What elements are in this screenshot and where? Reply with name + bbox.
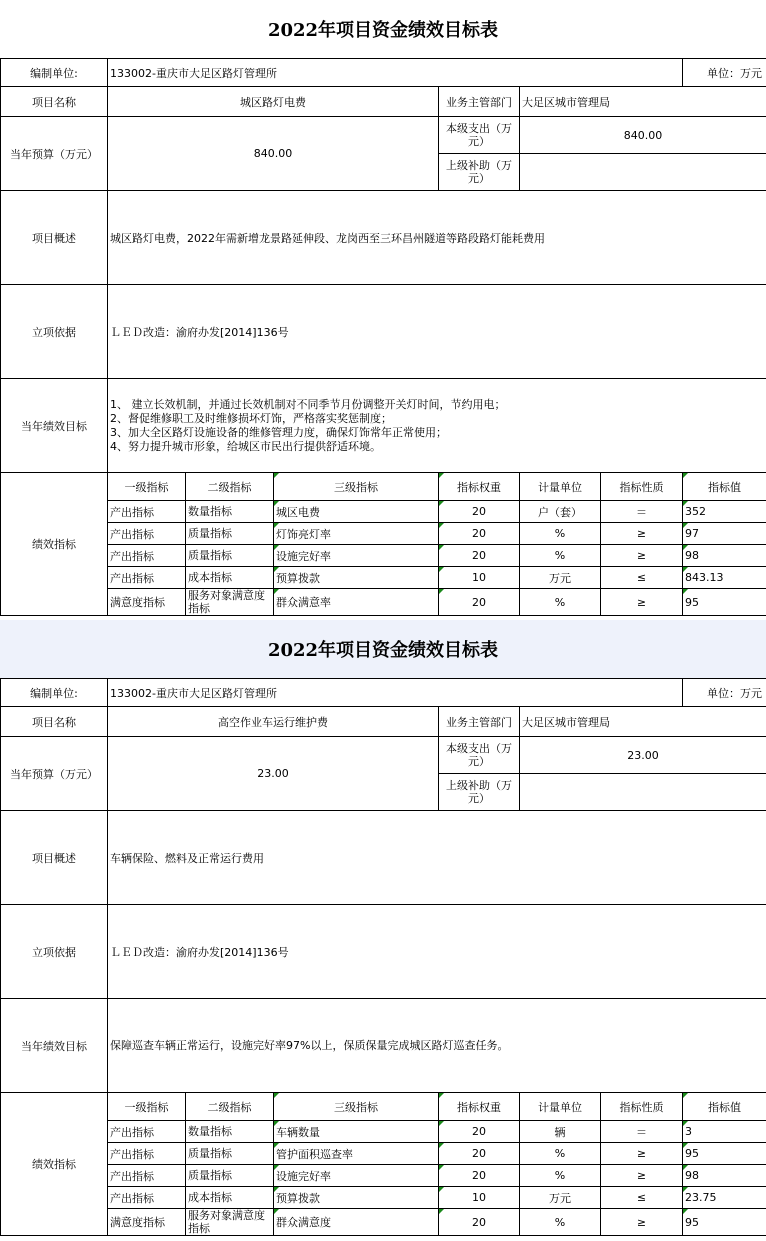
perf-level2: 质量指标 [186, 1165, 274, 1187]
perf-value: 98 [683, 1165, 766, 1187]
perf-level3: 群众满意率 [274, 589, 439, 616]
perf-level2: 质量指标 [186, 1143, 274, 1165]
perf-value: 97 [683, 523, 766, 545]
perf-weight: 20 [439, 501, 520, 523]
perf-nature: ≥ [601, 545, 683, 567]
perf-row [1, 501, 766, 523]
perf-level3: 预算拨款 [274, 567, 439, 589]
perf-value: 95 [683, 1143, 766, 1165]
perf-level1: 产出指标 [108, 501, 186, 523]
perf-level2: 质量指标 [186, 545, 274, 567]
upper-subsidy-label: 上级补助（万元） [439, 154, 520, 191]
project-name-row [1, 707, 766, 737]
perf-row [1, 1121, 766, 1143]
perf-weight: 20 [439, 589, 520, 616]
upper-subsidy-value [520, 154, 766, 191]
budget-label: 当年预算（万元） [1, 737, 108, 811]
goal-text: 1、 建立长效机制，并通过长效机制对不同季节月份调整开关灯时间，节约用电； 2、督促维修职工及时维修损坏灯饰，严格落实奖惩制度； 3、加大全区路灯设施设备的维修管理力度，确保灯饰常年正常使用； 4、努力提升城市形象，给城区市民出行提供舒适环境。 [108, 379, 766, 473]
unit-value: 133002-重庆市大足区路灯管理所 [108, 679, 683, 707]
perf-weight: 20 [439, 1143, 520, 1165]
perf-unit: % [520, 1165, 601, 1187]
perf-header: 二级指标 [186, 1093, 274, 1121]
perf-header: 指标性质 [601, 473, 683, 501]
unit-label: 编制单位: [1, 59, 108, 87]
perf-row [1, 1143, 766, 1165]
perf-nature: ＝ [601, 501, 683, 523]
performance-table [0, 58, 766, 616]
perf-level1: 产出指标 [108, 523, 186, 545]
own-expense-value: 23.00 [520, 737, 766, 774]
perf-level2: 成本指标 [186, 567, 274, 589]
perf-weight: 20 [439, 545, 520, 567]
perf-unit: % [520, 545, 601, 567]
budget-value: 23.00 [108, 737, 439, 811]
perf-row [1, 589, 766, 616]
money-unit: 单位：万元 [683, 59, 766, 87]
perf-header: 二级指标 [186, 473, 274, 501]
perf-unit: 万元 [520, 1187, 601, 1209]
perf-value: 352 [683, 501, 766, 523]
perf-level3: 灯饰亮灯率 [274, 523, 439, 545]
upper-subsidy-value [520, 774, 766, 811]
upper-subsidy-label: 上级补助（万元） [439, 774, 520, 811]
perf-value: 98 [683, 545, 766, 567]
perf-row [1, 1209, 766, 1236]
project-name: 城区路灯电费 [108, 87, 439, 117]
perf-nature: ≤ [601, 567, 683, 589]
perf-level3: 城区电费 [274, 501, 439, 523]
perf-unit: % [520, 1209, 601, 1236]
budget-value: 840.00 [108, 117, 439, 191]
dept-label: 业务主管部门 [439, 707, 520, 737]
perf-unit: 辆 [520, 1121, 601, 1143]
budget-row [1, 737, 766, 774]
basis-label: 立项依据 [1, 285, 108, 379]
own-expense-label: 本级支出（万元） [439, 737, 520, 774]
perf-weight: 20 [439, 1209, 520, 1236]
perf-header: 计量单位 [520, 473, 601, 501]
perf-weight: 10 [439, 1187, 520, 1209]
perf-nature: ≥ [601, 1165, 683, 1187]
perf-value: 23.75 [683, 1187, 766, 1209]
perf-value: 843.13 [683, 567, 766, 589]
money-unit: 单位：万元 [683, 679, 766, 707]
perf-level3: 设施完好率 [274, 545, 439, 567]
perf-nature: ≤ [601, 1187, 683, 1209]
project-name-label: 项目名称 [1, 87, 108, 117]
dept-label: 业务主管部门 [439, 87, 520, 117]
perf-weight: 20 [439, 523, 520, 545]
project-name: 高空作业车运行维护费 [108, 707, 439, 737]
perf-level2: 服务对象满意度指标 [186, 589, 274, 616]
perf-header: 三级指标 [274, 473, 439, 501]
performance-sheet [0, 0, 766, 620]
perf-unit: 户（套） [520, 501, 601, 523]
perf-level1: 产出指标 [108, 567, 186, 589]
perf-header: 指标性质 [601, 1093, 683, 1121]
overview-row [1, 811, 766, 905]
perf-header: 一级指标 [108, 1093, 186, 1121]
perf-nature: ≥ [601, 589, 683, 616]
perf-label: 绩效指标 [1, 1093, 108, 1236]
perf-row [1, 1187, 766, 1209]
sheet-title: 2022年项目资金绩效目标表 [0, 620, 766, 679]
unit-row [1, 679, 766, 707]
project-name-row [1, 87, 766, 117]
perf-level3: 管护面积巡查率 [274, 1143, 439, 1165]
perf-level3: 群众满意度 [274, 1209, 439, 1236]
own-expense-value: 840.00 [520, 117, 766, 154]
overview-label: 项目概述 [1, 191, 108, 285]
perf-level1: 产出指标 [108, 1187, 186, 1209]
perf-unit: % [520, 523, 601, 545]
perf-level3: 车辆数量 [274, 1121, 439, 1143]
own-expense-label: 本级支出（万元） [439, 117, 520, 154]
unit-value: 133002-重庆市大足区路灯管理所 [108, 59, 683, 87]
overview-text: 城区路灯电费，2022年需新增龙景路延伸段、龙岗西至三环昌州隧道等路段路灯能耗费用 [108, 191, 766, 285]
perf-row [1, 1165, 766, 1187]
dept-value: 大足区城市管理局 [520, 707, 766, 737]
perf-nature: ≥ [601, 523, 683, 545]
goal-label: 当年绩效目标 [1, 999, 108, 1093]
project-name-label: 项目名称 [1, 707, 108, 737]
perf-level1: 满意度指标 [108, 589, 186, 616]
perf-unit: % [520, 589, 601, 616]
basis-row [1, 905, 766, 999]
perf-unit: 万元 [520, 567, 601, 589]
perf-header: 一级指标 [108, 473, 186, 501]
perf-value: 95 [683, 1209, 766, 1236]
perf-weight: 20 [439, 1165, 520, 1187]
perf-level1: 产出指标 [108, 1143, 186, 1165]
performance-table [0, 678, 766, 1236]
perf-nature: ＝ [601, 1121, 683, 1143]
perf-level3: 预算拨款 [274, 1187, 439, 1209]
perf-value: 3 [683, 1121, 766, 1143]
basis-row [1, 285, 766, 379]
overview-label: 项目概述 [1, 811, 108, 905]
budget-row [1, 117, 766, 154]
perf-header: 计量单位 [520, 1093, 601, 1121]
sheet-title: 2022年项目资金绩效目标表 [0, 0, 766, 59]
overview-row [1, 191, 766, 285]
perf-level1: 产出指标 [108, 545, 186, 567]
perf-header: 指标值 [683, 473, 766, 501]
perf-header: 指标权重 [439, 473, 520, 501]
perf-header-row [1, 473, 766, 501]
perf-row [1, 523, 766, 545]
perf-row [1, 567, 766, 589]
unit-label: 编制单位: [1, 679, 108, 707]
perf-level2: 质量指标 [186, 523, 274, 545]
perf-nature: ≥ [601, 1209, 683, 1236]
perf-level1: 满意度指标 [108, 1209, 186, 1236]
perf-level2: 数量指标 [186, 501, 274, 523]
perf-level2: 服务对象满意度指标 [186, 1209, 274, 1236]
unit-row [1, 59, 766, 87]
dept-value: 大足区城市管理局 [520, 87, 766, 117]
perf-level1: 产出指标 [108, 1165, 186, 1187]
goal-label: 当年绩效目标 [1, 379, 108, 473]
perf-level2: 成本指标 [186, 1187, 274, 1209]
perf-weight: 10 [439, 567, 520, 589]
basis-text: ＬＥＤ改造：渝府办发[2014]136号 [108, 285, 766, 379]
goal-row [1, 379, 766, 473]
goal-row [1, 999, 766, 1093]
perf-weight: 20 [439, 1121, 520, 1143]
perf-label: 绩效指标 [1, 473, 108, 616]
perf-header: 指标值 [683, 1093, 766, 1121]
budget-label: 当年预算（万元） [1, 117, 108, 191]
goal-text: 保障巡查车辆正常运行，设施完好率97%以上，保质保量完成城区路灯巡查任务。 [108, 999, 766, 1093]
perf-level3: 设施完好率 [274, 1165, 439, 1187]
perf-header-row [1, 1093, 766, 1121]
perf-level2: 数量指标 [186, 1121, 274, 1143]
perf-nature: ≥ [601, 1143, 683, 1165]
perf-header: 三级指标 [274, 1093, 439, 1121]
perf-level1: 产出指标 [108, 1121, 186, 1143]
performance-sheet [0, 620, 766, 1240]
perf-row [1, 545, 766, 567]
basis-label: 立项依据 [1, 905, 108, 999]
perf-unit: % [520, 1143, 601, 1165]
overview-text: 车辆保险、燃料及正常运行费用 [108, 811, 766, 905]
basis-text: ＬＥＤ改造：渝府办发[2014]136号 [108, 905, 766, 999]
perf-value: 95 [683, 589, 766, 616]
perf-header: 指标权重 [439, 1093, 520, 1121]
